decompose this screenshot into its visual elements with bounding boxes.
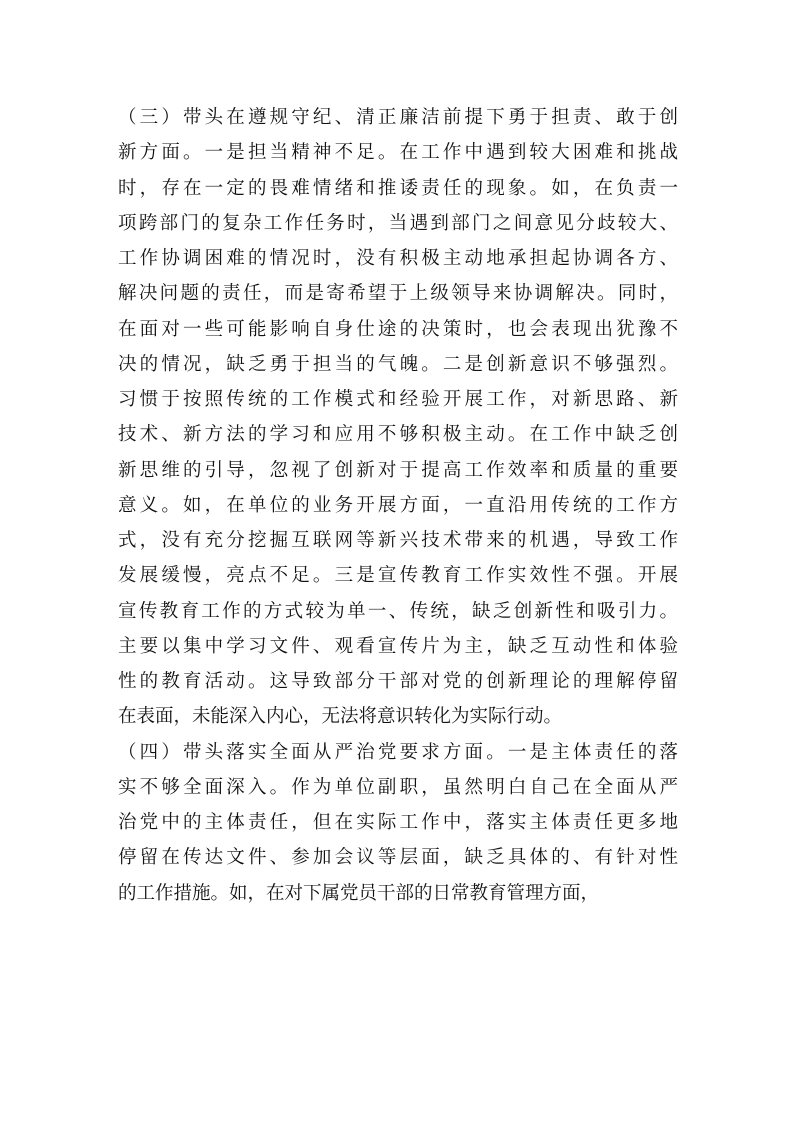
text-line: 项跨部门的复杂工作任务时，当遇到部门之间意见分歧较大、 [118, 212, 678, 234]
text-line: 在面对一些可能影响自身仕途的决策时，也会表现出犹豫不 [118, 318, 678, 340]
text-line: （四）带头落实全面从严治党要求方面。一是主体责任的落 [118, 741, 678, 763]
text-line: 工作协调困难的情况时，没有积极主动地承担起协调各方、 [118, 248, 678, 269]
text-line: 性的教育活动。这导致部分干部对党的创新理论的理解停留 [118, 671, 678, 692]
text-line: 决的情况，缺乏勇于担当的气魄。二是创新意识不够强烈。 [118, 353, 678, 375]
text-line: 实不够全面深入。作为单位副职，虽然明白自己在全面从严 [118, 776, 678, 798]
text-line: 发展缓慢，亮点不足。三是宣传教育工作实效性不强。开展 [118, 565, 678, 587]
text-line: 宣传教育工作的方式较为单一、传统，缺乏创新性和吸引力。 [118, 600, 678, 622]
text-line: 新方面。一是担当精神不足。在工作中遇到较大困难和挑战 [118, 142, 678, 164]
document-body [118, 100, 678, 911]
text-line: 停留在传达文件、参加会议等层面，缺乏具体的、有针对性 [118, 847, 678, 869]
text-line: 习惯于按照传统的工作模式和经验开展工作，对新思路、新 [118, 389, 678, 410]
text-line: 意义。如，在单位的业务开展方面，一直沿用传统的工作方 [118, 494, 678, 516]
text-line: 的工作措施。如，在对下属党员干部的日常教育管理方面， [118, 882, 600, 904]
text-line: 新思维的引导，忽视了创新对于提高工作效率和质量的重要 [118, 459, 678, 481]
text-line: 主要以集中学习文件、观看宣传片为主，缺乏互动性和体验 [118, 635, 678, 657]
text-line: 时，存在一定的畏难情绪和推诿责任的现象。如，在负责一 [118, 177, 678, 199]
text-line: 式，没有充分挖掘互联网等新兴技术带来的机遇，导致工作 [118, 530, 678, 551]
text-line: （三）带头在遵规守纪、清正廉洁前提下勇于担责、敢于创 [118, 107, 678, 128]
text-line: 治党中的主体责任，但在实际工作中，落实主体责任更多地 [118, 812, 678, 833]
text-line: 技术、新方法的学习和应用不够积极主动。在工作中缺乏创 [118, 424, 678, 446]
text-line: 解决问题的责任，而是寄希望于上级领导来协调解决。同时， [118, 283, 678, 305]
text-line: 在表面，未能深入内心，无法将意识转化为实际行动。 [118, 706, 563, 728]
